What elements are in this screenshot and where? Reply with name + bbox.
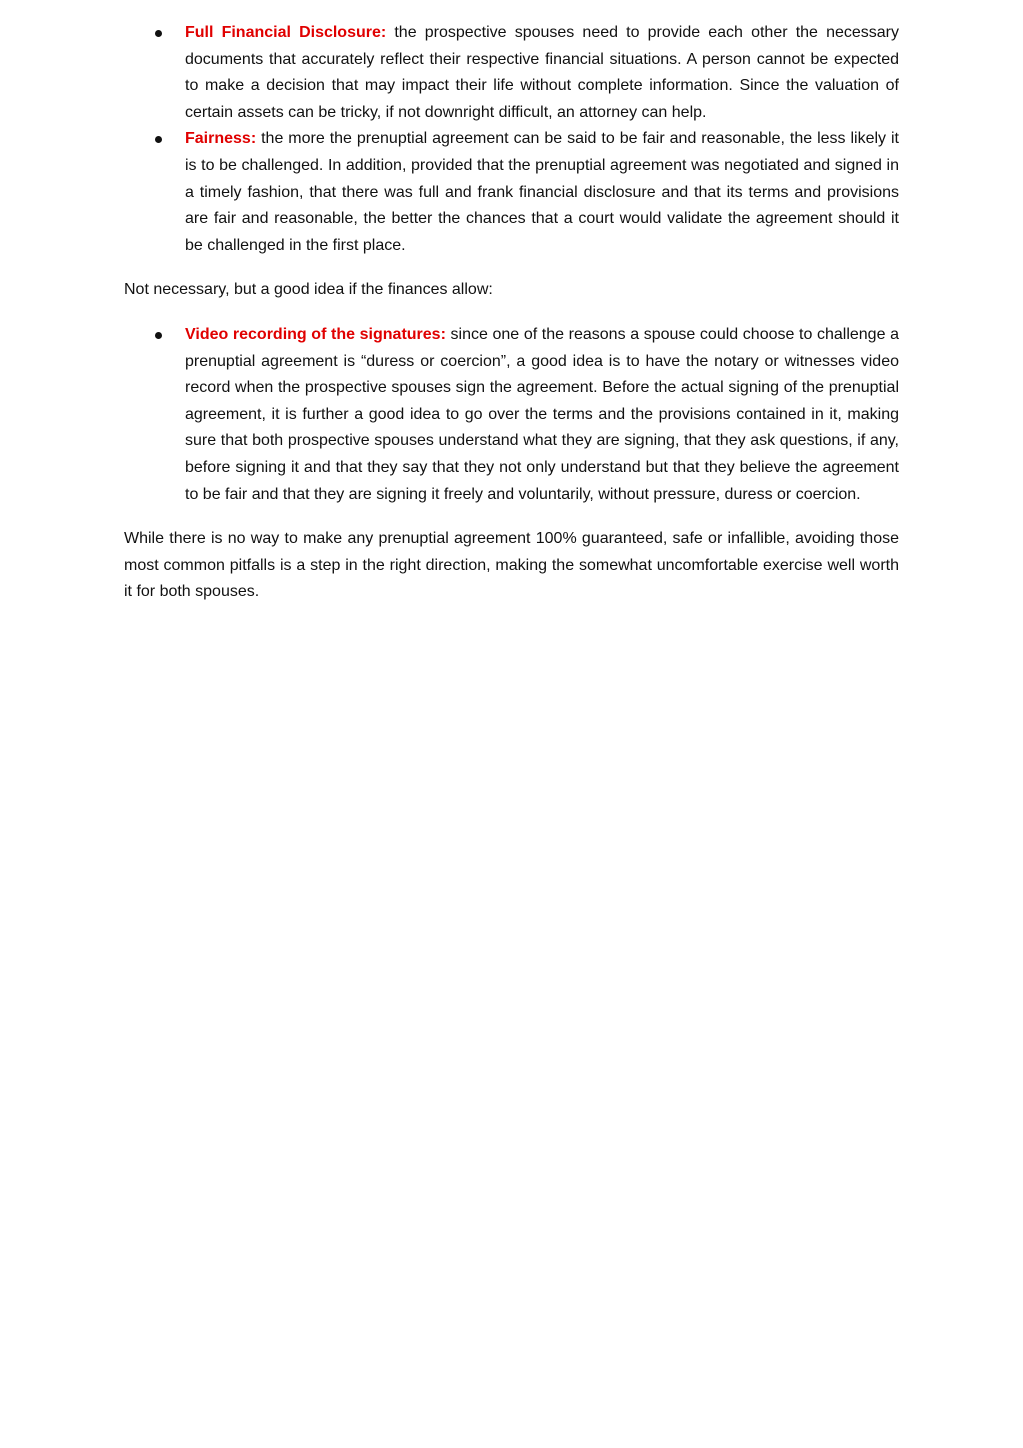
item-text-financial-disclosure: the prospective spouses need to provide each other the necessary documents that accurately reflect their respective financial situations. A person cannot be expected to make a decision that may impact their life without complete information. Since the valuation of certain assets can be tricky, if not downright difficult, an attorney can help. (185, 24, 899, 121)
bullet-icon (155, 30, 162, 37)
document-page (124, 20, 899, 606)
optional-intro-paragraph: Not necessary, but a good idea if the finances allow: (124, 281, 493, 299)
term-financial-disclosure: Full Financial Disclosure: (185, 24, 387, 41)
list-item-financial-disclosure (124, 20, 899, 126)
term-fairness: Fairness: (185, 130, 257, 148)
list-item-video-recording (124, 322, 899, 508)
requirements-list (124, 20, 899, 259)
optional-list (124, 322, 899, 508)
bullet-icon (155, 136, 162, 143)
item-text-video-recording: since one of the reasons a spouse could choose to challenge a prenuptial agreement is “duress or coercion”, a good idea is to have the notary or witnesses video record when the prospective spouses sign the agreement. Before the actual signing of the prenuptial agreement, it is further a good idea to go over the terms and the provisions contained in it, making sure that both prospective spouses understand what they are signing, that they ask questions, if any, before signing it and that they say that they not only understand but that they believe the agreement to be fair and that they are signing it freely and voluntarily, without pressure, duress or coercion. (185, 325, 900, 503)
list-item-fairness (124, 126, 899, 259)
term-video-recording: Video recording of the signatures: (185, 325, 446, 343)
item-text-fairness: the more the prenuptial agreement can be said to be fair and reasonable, the less likely it is to be challenged. In addition, provided that the prenuptial agreement was negotiated and signed in a timely fashion, that there was full and frank financial disclosure and that its terms and provisions are fair and reasonable, the better the chances that a court would validate the agreement should it be challenged in the first place. (185, 130, 899, 254)
bullet-icon (155, 332, 162, 339)
conclusion-paragraph: While there is no way to make any prenuptial agreement 100% guaranteed, safe or infallible, avoiding those most common pitfalls is a step in the right direction, making the somewhat uncomfortable exercise well worth it for both spouses. (124, 530, 899, 601)
